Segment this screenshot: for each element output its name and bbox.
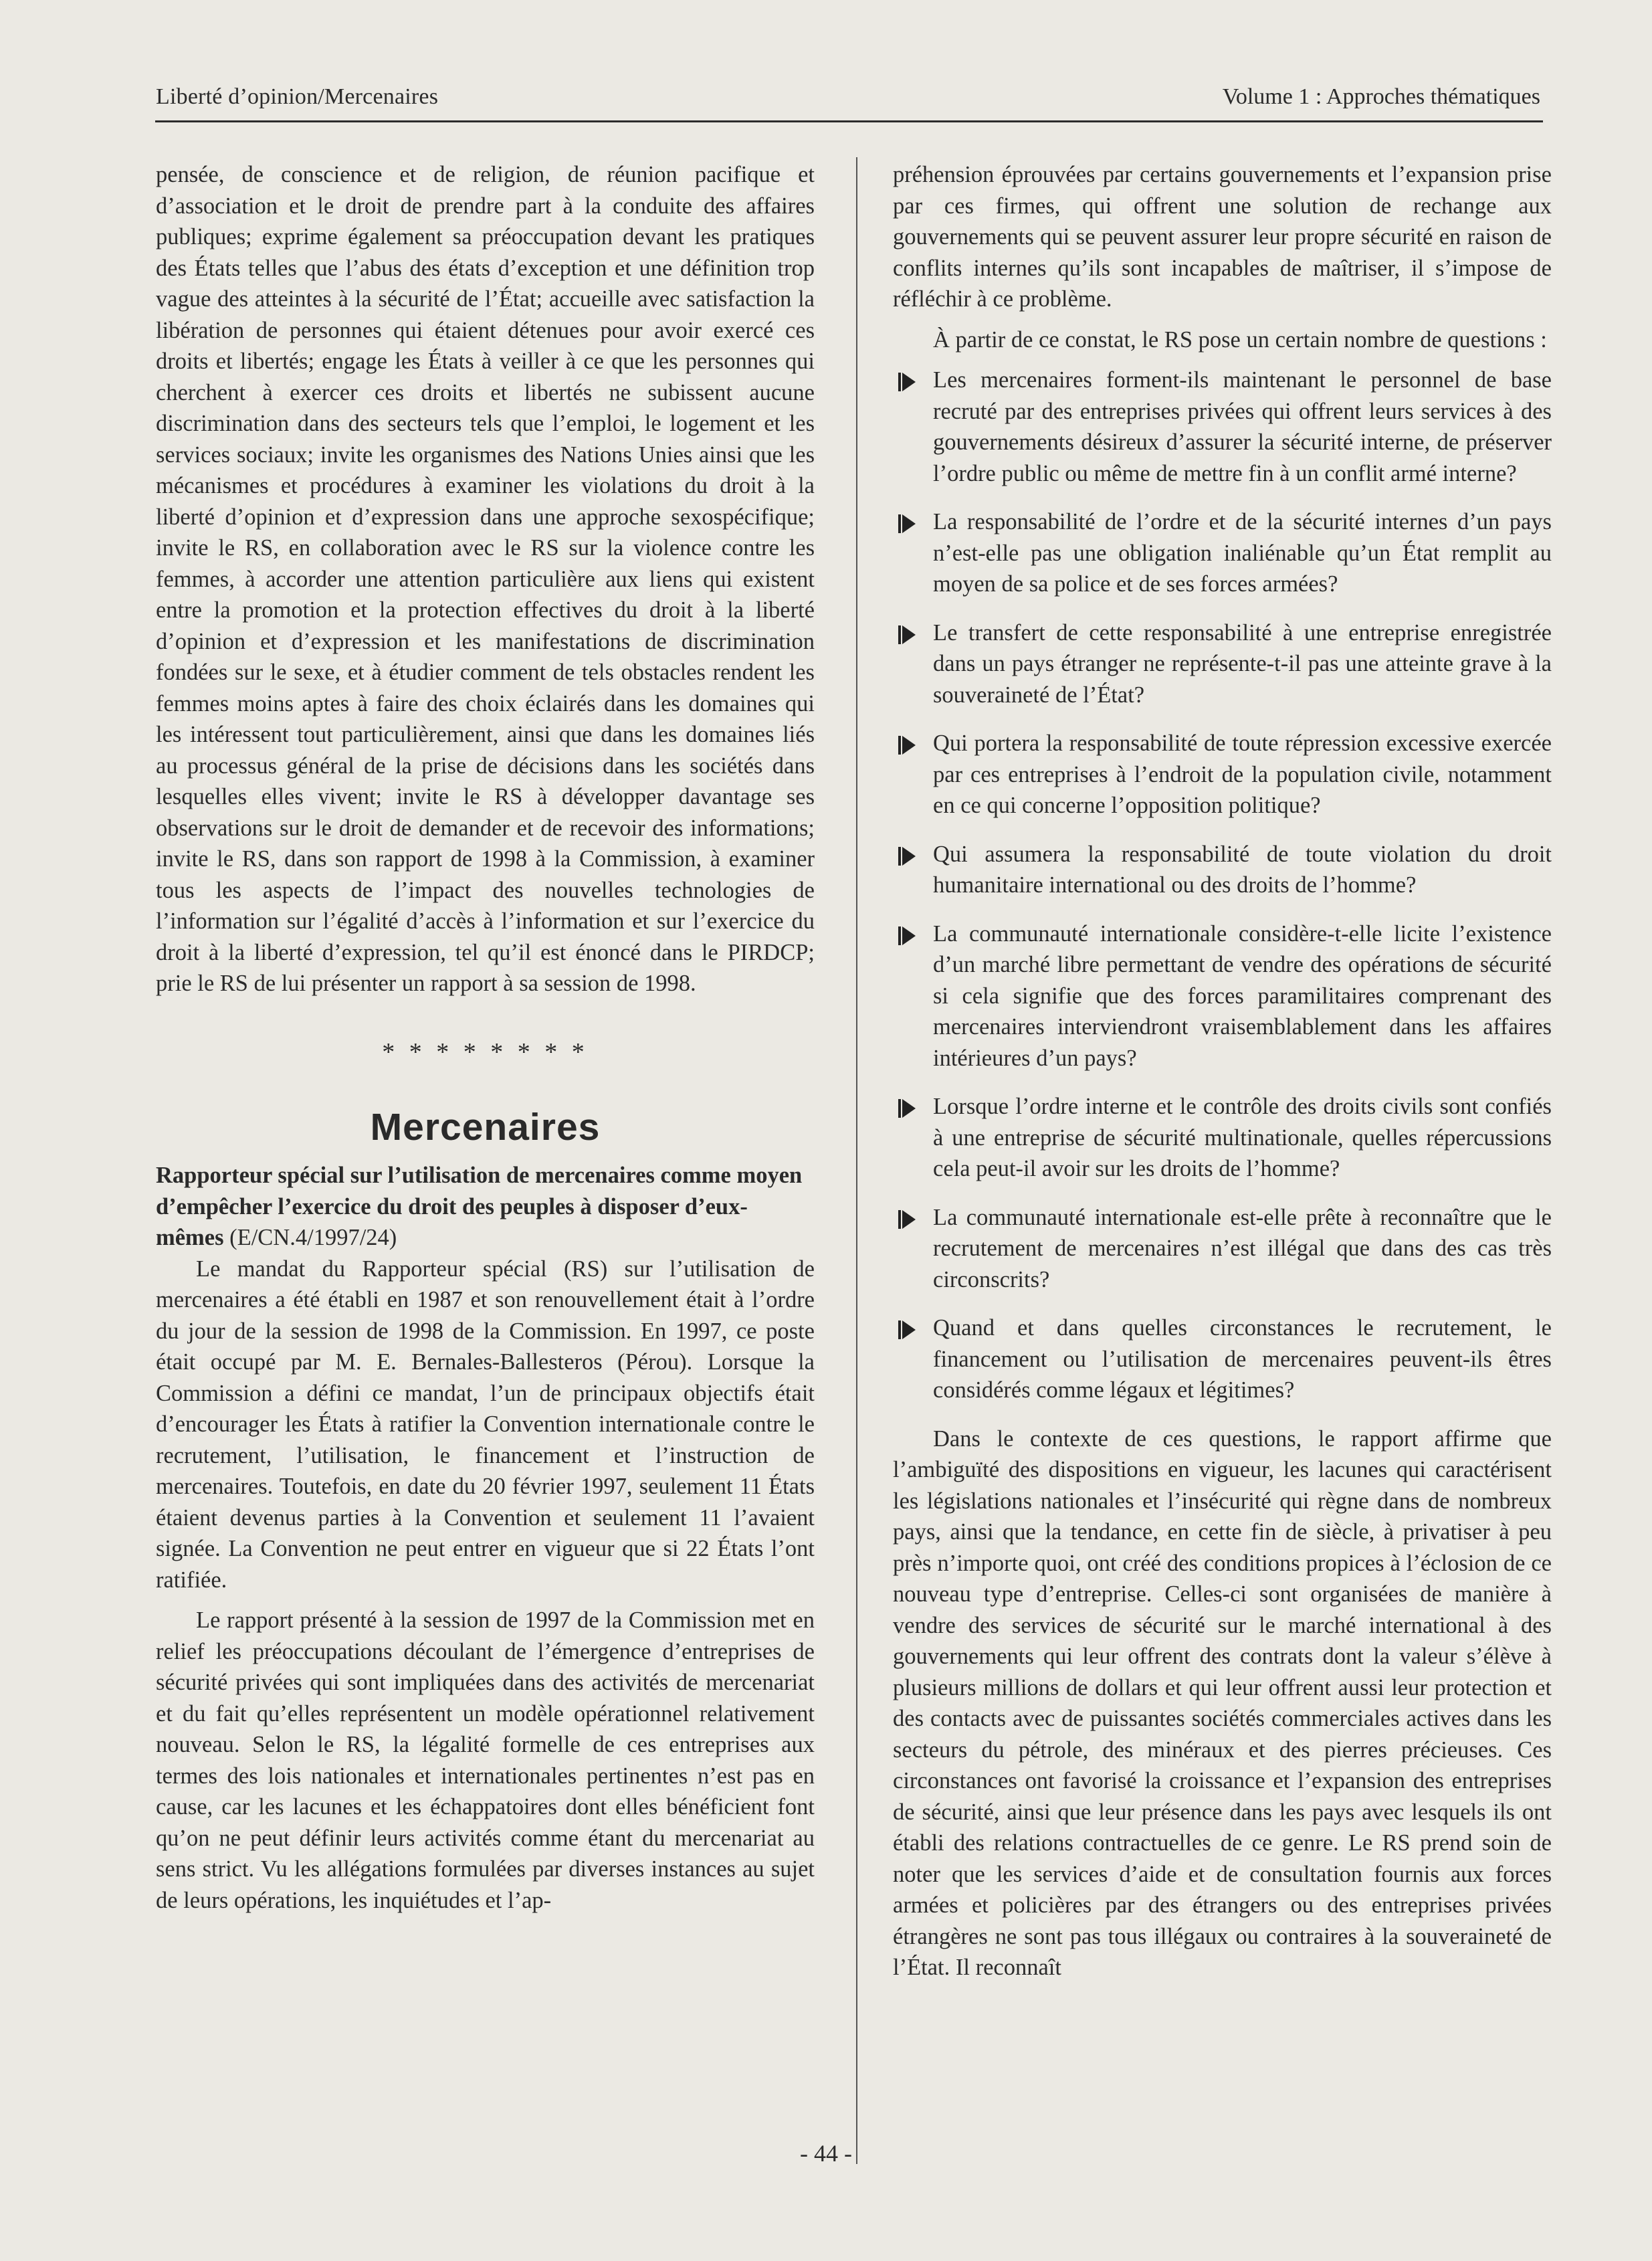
- question-text: La communauté internationale est-elle prête à reconnaître que le recrutement de mercenaires n’est illégal que dans des cas très circonscrits?: [933, 1204, 1552, 1292]
- subheading: [156, 1160, 815, 1254]
- list-item: [893, 1091, 1552, 1185]
- arrow-bullet-icon: [902, 736, 916, 755]
- question-text: Lorsque l’ordre interne et le contrôle des droits civils sont confiés à une entreprise de sécurité multinationale, quelles répercussions cela peut-il avoir sur les droits de l’homme?: [933, 1094, 1552, 1181]
- question-text: La responsabilité de l’ordre et de la sécurité internes d’un pays n’est-elle pas une obligation inaliénable qu’un État remplit au moyen de sa police et de ses forces armées?: [933, 509, 1552, 597]
- arrow-bullet-icon: [902, 926, 916, 945]
- section-title: Mercenaires: [370, 1106, 601, 1149]
- arrow-bullet-icon: [902, 625, 916, 644]
- right-column: [893, 159, 1552, 1983]
- intro-paragraph: pensée, de conscience et de religion, de réunion pacifique et d’association et le droit de prendre part à la conduite des affaires publiques; exprime également sa préoccupation devant les pratiques des États telles que l’abus des états d’exception et une définition trop vague des atteintes à la sécurité de l’État; accueille avec satisfaction la libération de personnes qui étaient détenues pour avoir exercé ces droits et libertés; engage les États à veiller à ce que les personnes qui cherchent à exercer ces droits et libertés ne subissent aucune discrimination dans des secteurs tels que l’emploi, le logement et les services sociaux; invite les organismes des Nations Unies ainsi que les mécanismes et procédures à examiner les violations du droit à la liberté d’opinion et d’expression dans une approche sexospécifique; invite le RS, en collaboration avec le RS sur la violence contre les femmes, à accorder une attention particulière aux liens qui existent entre la promotion et la protection effectives du droit à la liberté d’opinion et d’expression et les manifestations de discrimination fondées sur le sexe, et à étudier comment de tels obstacles rendent les femmes moins aptes à faire des choix éclairés dans les domaines qui les intéressent tout particulièrement, ainsi que dans les domaines liés au processus général de la prise de décisions dans les sociétés dans lesquelles elles vivent; invite le RS à développer davantage ses observations sur le droit de demander et de recevoir des informations; invite le RS, dans son rapport de 1998 à la Commission, à examiner tous les aspects de l’impact des nouvelles technologies de l’information sur l’égalité d’accès à l’information et sur l’exercice du droit à la liberté d’expression, tel qu’il est énoncé dans le PIRDCP; prie le RS de lui présenter un rapport à sa session de 1998.: [156, 162, 815, 996]
- question-text: Qui assumera la responsabilité de toute violation du droit humanitaire international ou des droits de l’homme?: [933, 841, 1552, 898]
- question-text: Qui portera la responsabilité de toute répression excessive exercée par ces entreprises à l’endroit de la population civile, notamment en ce qui concerne l’opposition politique?: [933, 730, 1552, 818]
- question-text: Les mercenaires forment-ils maintenant le personnel de base recruté par des entreprises privées qui offrent leurs services à des gouvernements désireux d’assurer la sécurité interne, de préserver l’ordre public ou même de mettre fin à un conflit armé interne?: [933, 367, 1552, 486]
- arrow-bullet-icon: [902, 1320, 916, 1339]
- left-column: [156, 159, 815, 1916]
- list-item: [893, 365, 1552, 489]
- list-item: [893, 1312, 1552, 1406]
- running-header-right: Volume 1 : Approches thématiques: [1222, 84, 1540, 109]
- questions-list: [893, 365, 1552, 1406]
- paragraph-context: Dans le contexte de ces questions, le rapport affirme que l’ambiguïté des dispositions en vigueur, les lacunes qui caractérisent les législations nationales et l’insécurité qui règne dans de nombreux pays, ainsi que la tendance, en cette fin de siècle, à privatiser à peu près n’importe quoi, ont créé des conditions propices à l’éclosion de ce nouveau type d’entreprise. Celles-ci sont organisées de manière à vendre des services de sécurité sur le marché international à des gouvernements qui leur offrent des contrats dont la valeur s’élève à plusieurs millions de dollars et qui leur offrent aussi leur protection et des contacts avec de puissantes sociétés commerciales actives dans les secteurs du pétrole, des minéraux et des pierres précieuses. Ces circonstances ont favorisé la croissance et l’expansion des entreprises de sécurité, ainsi que leur présence dans les pays avec lesquels ils ont établi des relations contractuelles de ce genre. Le RS prend soin de noter que les services d’aide et de consultation fournis aux forces armées et policières par des étrangers ou des entreprises privées étrangères ne sont pas tous illégaux ou contraires à la souveraineté de l’État. Il reconnaît: [893, 1426, 1552, 1980]
- header-rule: [155, 120, 1543, 122]
- paragraph-continuation: préhension éprouvées par certains gouvernements et l’expansion prise par ces firmes, qui offrent une solution de rechange aux gouvernements qui se peuvent assurer leur propre sécurité en raison de conflits internes qu’ils sont incapables de maîtriser, il s’impose de réfléchir à ce problème.: [893, 162, 1552, 312]
- question-text: Le transfert de cette responsabilité à une entreprise enregistrée dans un pays étranger ne représente-t-il pas une atteinte grave à la souveraineté de l’État?: [933, 619, 1552, 708]
- arrow-bullet-icon: [902, 1099, 916, 1118]
- section-separator: * * * * * * * *: [382, 1038, 589, 1066]
- question-text: Quand et dans quelles circonstances le recrutement, le financement ou l’utilisation de mercenaires peuvent-ils êtres considérés comme légaux et légitimes?: [933, 1315, 1552, 1403]
- list-item: [893, 728, 1552, 821]
- question-text: La communauté internationale considère-t-elle licite l’existence d’un marché libre permettant de vendre des opérations de sécurité si cela signifie que des forces paramilitaires comprenant des mercenaires interviendront vraisemblablement dans les affaires intérieures d’un pays?: [933, 920, 1552, 1071]
- subheading-title: Rapporteur spécial sur l’utilisation de mercenaires comme moyen d’empêcher l’exercice du droit des peuples à disposer d’eux-mêmes: [156, 1163, 803, 1250]
- list-item: [893, 1202, 1552, 1296]
- subheading-reference: (E/CN.4/1997/24): [229, 1225, 397, 1250]
- list-item: [893, 918, 1552, 1074]
- paragraph-report: Le rapport présenté à la session de 1997 de la Commission met en relief les préoccupations découlant de l’émergence d’entreprises de sécurité privées qui sont impliquées dans des activités de mercenariat et du fait qu’elles représentent un modèle opérationnel relativement nouveau. Selon le RS, la légalité formelle de ces entreprises aux termes des lois nationales et internationales pertinentes n’est pas en cause, car les lacunes et les échappatoires dont elles bénéficient font qu’on ne peut définir leurs activités comme étant du mercenariat au sens strict. Vu les allégations formulées par diverses instances au sujet de leurs opérations, les inquiétudes et l’ap-: [156, 1607, 815, 1913]
- list-item: [893, 617, 1552, 711]
- paragraph-questions-intro: À partir de ce constat, le RS pose un certain nombre de questions :: [933, 326, 1547, 353]
- arrow-bullet-icon: [902, 514, 916, 533]
- arrow-bullet-icon: [902, 847, 916, 866]
- arrow-bullet-icon: [902, 1210, 916, 1229]
- running-header-left: Liberté d’opinion/Mercenaires: [156, 84, 439, 109]
- arrow-bullet-icon: [902, 373, 916, 391]
- paragraph-mandate: Le mandat du Rapporteur spécial (RS) sur l’utilisation de mercenaires a été établi en 1987 et son renouvellement était à l’ordre du jour de la session de 1998 de la Commission. En 1997, ce poste était occupé par M. E. Bernales-Ballesteros (Pérou). Lorsque la Commission a défini ce mandat, l’un de principaux objectifs était d’encourager les États à ratifier la Convention internationale contre le recrutement, l’utilisation, le financement et l’instruction de mercenaires. Toutefois, en date du 20 février 1997, seulement 11 États étaient devenus parties à la Convention et seulement 11 l’avaient signée. La Convention ne peut entrer en vigueur que si 22 États l’ont ratifiée.: [156, 1256, 815, 1593]
- list-item: [893, 839, 1552, 901]
- column-divider: [856, 157, 857, 2164]
- list-item: [893, 506, 1552, 600]
- page-number: - 44 -: [800, 2140, 852, 2167]
